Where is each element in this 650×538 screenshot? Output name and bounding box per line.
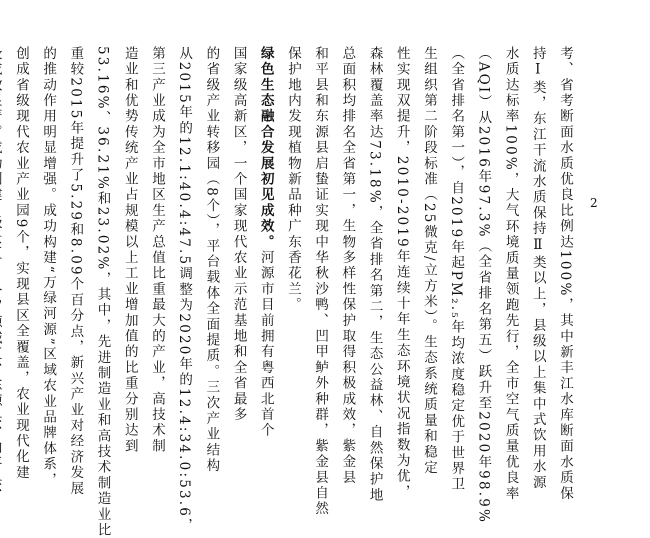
text-line: 生组织第二阶段标准（25微克/立方米）。生态系统质量和稳定: [420, 46, 437, 476]
text-line: 森林覆盖率达73.18%，全省排名第二，生态公益林、自然保护地: [366, 46, 383, 504]
text-line: 第三产业成为全市地区生产总值比重最大的产业，高技术制: [148, 46, 165, 455]
text-line: 造业和优势传统产业占规模以上工业增加值的比重分别达到: [121, 46, 138, 455]
page-number: 2: [590, 196, 598, 210]
paragraph-lead: 绿色生态融合发展初见成效。: [257, 46, 274, 251]
text-line: 总面积均排名全省第一，生物多样性保护取得积极成效，紫金县: [339, 46, 356, 486]
text-line: 考、省考断面水质优良比例达100%，其中新丰江水库断面水质保: [557, 46, 573, 502]
text-line: 从2015年的12.1:40.4:47.5调整为2020年的12.4:34.0:53.6，: [176, 46, 193, 534]
text-line: （AQI）从2016年97.3%（全省排名第五）跃升至2020年98.9%: [475, 46, 492, 525]
paragraph-start-line: [252, 46, 279, 439]
text-line: 的推动作用明显增强。成功构建“万绿河源”区域农业品牌体系，: [40, 46, 57, 489]
text-line: （全省排名第一），自2019年起PM₂.₅年均浓度稳定优于世界卫: [448, 46, 465, 493]
text-line: 和平县和东源县启蛰证实现中华秋沙鸭、凹甲鲈外种群，紫金县自然: [312, 46, 329, 517]
text-line: 性实现双提升，2010-2019年连续十年生态环境状况指数为优，: [393, 46, 410, 501]
text-line: 保护地内发现植物新品种广东香花兰。: [284, 46, 301, 313]
text-line: 重较2015年提升了5.29和8.09个百分点，新兴产业对经济发展: [67, 46, 84, 497]
text-line: 53.16%、36.21%和23.02%，其中，先进制造业和高技术制造业比: [94, 46, 111, 538]
paragraph-text: 河源市目前拥有粤西北首个: [257, 250, 274, 439]
text-line: 水质达标率100%，大气环境质量领跑先行，全市空气质量优良率: [502, 46, 519, 502]
text-line: 的省级产业转移园（8个），平台载体全面提质。三次产业结构: [203, 46, 220, 474]
text-line: [0, 46, 7, 416]
text-line: 创成省级现代农业产业园9个，实现县区全覆盖，农业现代化建: [12, 46, 29, 481]
text-line: 国家级高新区，一个国家现代农业示范基地和全省最多: [230, 46, 247, 423]
vertical-text-block: [12, 46, 578, 538]
text-line: 持Ⅰ类，东江干流水质保持Ⅱ类以上，县级以上集中式饮用水源: [529, 46, 546, 491]
